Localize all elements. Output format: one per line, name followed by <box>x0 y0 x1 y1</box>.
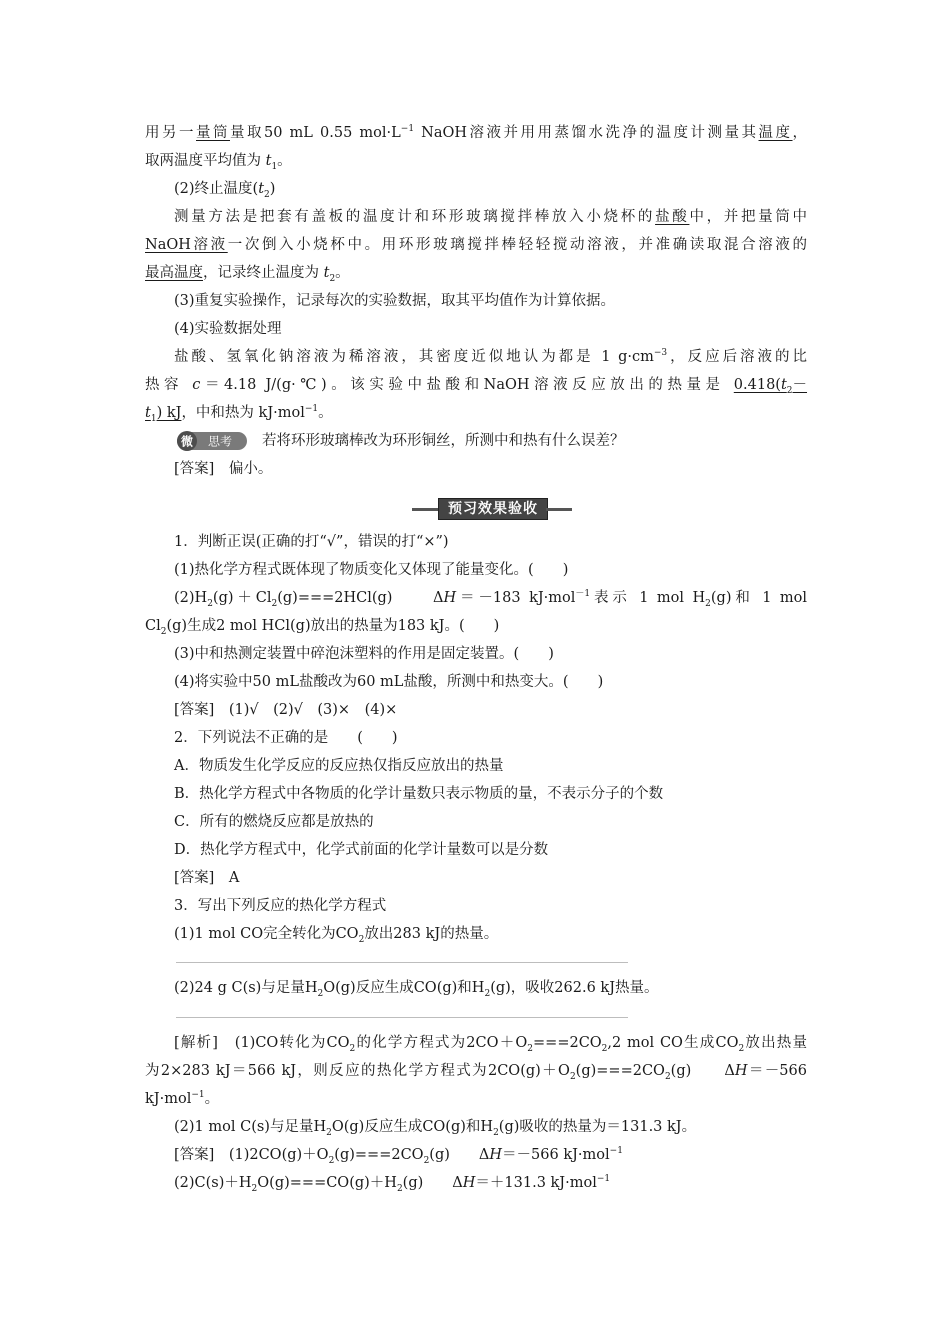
q3-analysis-line-1: [解析] (1)CO转化为$CO_2$的化学方程式为$2CO+O_2===2CO_2,2$ mol CO生成$CO_2$放出热量 <box>174 1035 807 1054</box>
think-badge-label: 思考 <box>207 434 233 449</box>
q2-option-c: C．所有的燃烧反应都是放热的 <box>174 814 374 830</box>
intro-line-1: 用另一量筒量取50 mL 0.55 $mol\cdot L^{-1}$ NaOH溶液并用用蒸馏水洗净的温度计测量其温度， <box>145 124 808 141</box>
q3-item-2: (2)24 g C(s)与足量$H_2O(g)$反应生成CO(g)和$H_2(g)$，吸收262.6 kJ热量。 <box>174 980 659 999</box>
q1-item-2: $(2)H_2(g)+Cl_2(g)===2HCl(g)$ ΔH＝－183 kJ·mol$^{-1}$表示 1 mol $H_2(g)$和 1 mol <box>174 589 808 609</box>
q1-item-4: (4)将实验中50 mL盐酸改为60 mL盐酸，所测中和热变大。( ) <box>174 674 604 690</box>
section-3-text: (3)重复实验操作，记录每次的实验数据，取其平均值作为计算依据。 <box>174 293 616 309</box>
section-4-line-3: $t_1$) kJ，中和热为 kJ·mol$^{-1}$。 <box>145 404 333 424</box>
section-4-line-1: 盐酸、氢氧化钠溶液为稀溶液，其密度近似地认为都是 1 $g\cdot cm^{-3}$，反应后溶液的比 <box>174 348 808 365</box>
q1-answer: [答案] (1)√ (2)√ (3)× (4)× <box>174 702 398 718</box>
section-4-line-2: 热容 c＝4.18 J/(g·℃)。该实验中盐酸和NaOH溶液反应放出的热量是 $0.418(t_2-$ <box>145 377 808 396</box>
section-banner <box>412 498 572 520</box>
q1-item-2-cont: $Cl_2(g)$生成2 mol HCl(g)放出的热量为183 kJ。( ) <box>145 618 500 637</box>
banner-left-bar <box>412 508 438 511</box>
q3-analysis-line-2: 为2×283 kJ＝566 kJ，则反应的热化学方程式为$2CO(g)+O_2(g)===2CO_2(g)$ ΔH＝－566 <box>145 1063 807 1082</box>
q1-item-3: (3)中和热测定装置中碎泡沫塑料的作用是固定装置。( ) <box>174 646 554 662</box>
q3-analysis-line-3: kJ·mol$^{-1}$。 <box>145 1090 220 1107</box>
think-badge-icon <box>176 431 248 451</box>
q1-item-1: (1)热化学方程式既体现了物质变化又体现了能量变化。( ) <box>174 562 569 578</box>
think-answer: [答案] 偏小。 <box>174 461 273 477</box>
answer-blank-line-2[interactable] <box>176 1017 628 1018</box>
q3-answer-1: [答案] $(1)2CO(g)+O_2(g)===2CO_2(g)$ ΔH＝－566 kJ·mol$^{-1}$ <box>174 1146 623 1166</box>
q3-item-1: (1)1 mol CO完全转化为$CO_2$放出283 kJ的热量。 <box>174 926 499 945</box>
q1-stem: 1．判断正误(正确的打“√”，错误的打“×”) <box>174 534 449 550</box>
section-2-line-3: 最高温度，记录终止温度为 $t_2$。 <box>145 265 350 284</box>
q2-answer: [答案] A <box>174 870 240 886</box>
q2-option-d: D．热化学方程式中，化学式前面的化学计量数可以是分数 <box>174 842 549 858</box>
q3-stem: 3．写出下列反应的热化学方程式 <box>174 898 387 914</box>
think-question: 微 思考 若将环形玻璃棒改为环形铜丝，所测中和热有什么误差？ <box>176 431 806 451</box>
q3-analysis-line-4: (2)1 mol C(s)与足量$H_2O(g)$反应生成CO(g)和$H_2(g)$吸收的热量为＝131.3 kJ。 <box>174 1119 697 1138</box>
q2-option-a: A．物质发生化学反应的反应热仅指反应放出的热量 <box>174 758 504 774</box>
section-2-line-1: 测量方法是把套有盖板的温度计和环形玻璃搅拌棒放入小烧杯的盐酸中，并把量筒中 <box>174 209 808 225</box>
q2-option-b: B．热化学方程式中各物质的化学计量数只表示物质的量，不表示分子的个数 <box>174 786 664 802</box>
banner-title: 预习效果验收 <box>438 498 548 520</box>
q2-stem: 2．下列说法不正确的是 ( ) <box>174 730 398 746</box>
intro-line-2: 取两温度平均值为 $t_1$。 <box>145 153 292 172</box>
section-2-line-2: NaOH溶液一次倒入小烧杯中。用环形玻璃搅拌棒轻轻搅动溶液，并准确读取混合溶液的 <box>145 237 807 253</box>
q3-answer-2: $(2)C(s)+H_2O(g)===CO(g)+H_2(g)$ ΔH＝＋131.3 kJ·mol$^{-1}$ <box>174 1174 611 1194</box>
answer-blank-line-1[interactable] <box>176 962 628 963</box>
section-4-title: (4)实验数据处理 <box>174 321 282 337</box>
think-badge-char: 微 <box>180 434 194 449</box>
banner-right-bar <box>546 508 572 511</box>
section-2-title: (2)终止温度$(t_2)$ <box>174 181 276 200</box>
